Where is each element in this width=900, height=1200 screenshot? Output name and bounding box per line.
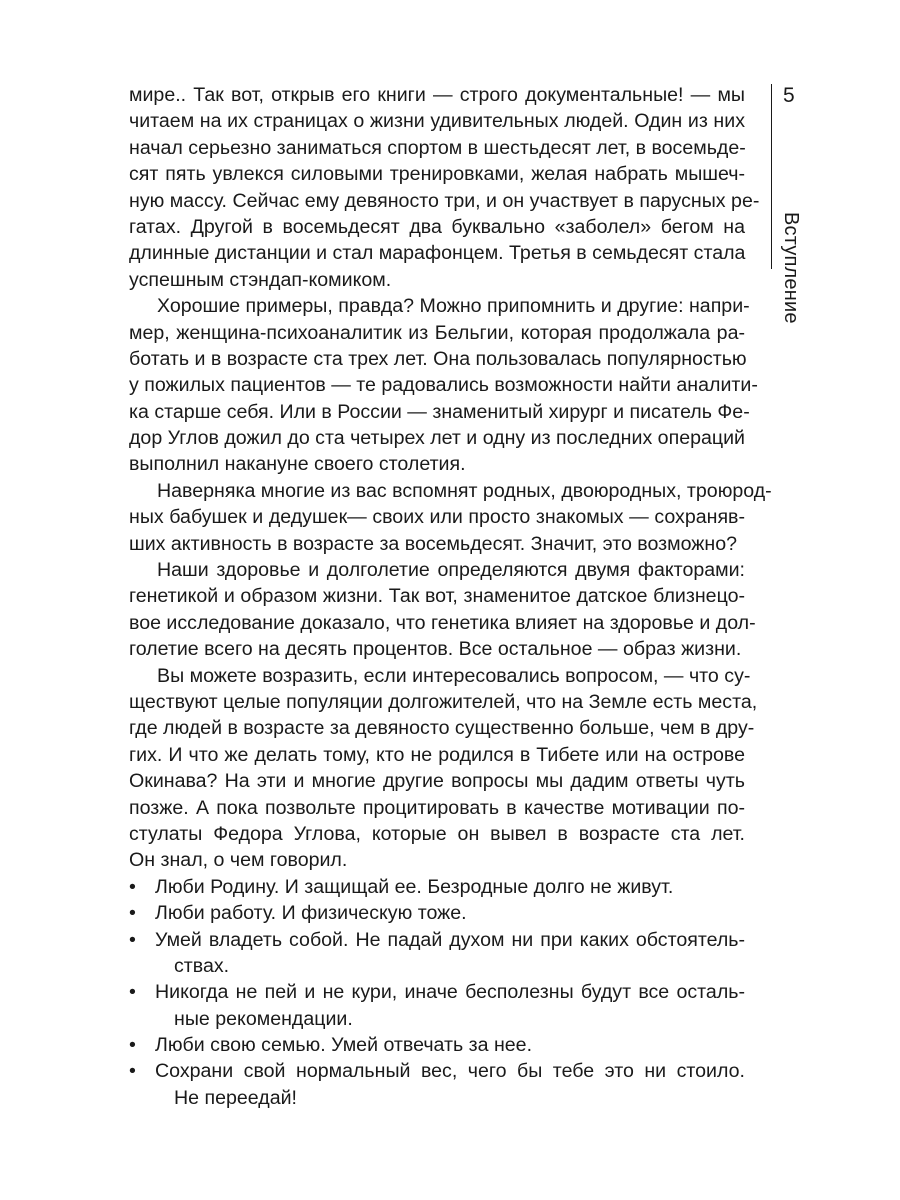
- list-item: [129, 979, 745, 1032]
- text-line: ную массу. Сейчас ему девяносто три, и он участвует в парусных ре-: [129, 189, 760, 212]
- paragraph: [129, 293, 758, 478]
- text-line: Он знал, о чем говорил.: [129, 849, 348, 872]
- text-line: Наши здоровье и долголетие определяются двумя факторами:: [157, 559, 745, 582]
- bullet-line: [129, 874, 745, 900]
- text-line: вое исследование доказало, что генетика влияет на здоровье и дол-: [129, 611, 756, 634]
- paragraph: [129, 478, 772, 557]
- text-line: Вы можете возразить, если интересовались вопросом, — что су-: [157, 664, 751, 687]
- bullet-icon: •: [129, 902, 136, 925]
- bullet-text: Люби работу. И физическую тоже.: [155, 902, 467, 925]
- header-rule: [771, 84, 772, 269]
- text-line: где людей в возрасте за девяносто существенно больше, чем в дру-: [129, 717, 755, 740]
- bullet-line: [129, 1058, 745, 1084]
- text-line: ших активность в возрасте за восемьдесят. Значит, это возможно?: [129, 532, 738, 555]
- text-line: успешным стэндап-комиком.: [129, 268, 392, 291]
- text-line: мире.. Так вот, открыв его книги — строго документальные! — мы: [129, 84, 745, 106]
- text-line: мер, женщина-психоаналитик из Бельгии, которая продолжала ра-: [129, 321, 745, 344]
- text-line: ных бабушек и дедушек— своих или просто знакомых — сохраняв-: [129, 506, 745, 529]
- text-line: позже. А пока позвольте процитировать в качестве мотивации по-: [129, 796, 745, 819]
- text-line: выполнил накануне своего столетия.: [129, 453, 466, 476]
- text-line: ботать и в возрасте ста трех лет. Она пользовалась популярностью: [129, 347, 747, 370]
- text-line: читаем на их страницах о жизни удивительных людей. Один из них: [129, 110, 745, 133]
- text-line: ществуют целые популяции долгожителей, что на Земле есть места,: [129, 690, 758, 713]
- bullet-line: [129, 900, 745, 926]
- list-item: [129, 927, 745, 980]
- paragraph: [129, 82, 760, 293]
- text-line: гатах. Другой в восемьдесят два буквально «заболел» бегом на: [129, 215, 745, 238]
- text-line: Окинава? На эти и многие другие вопросы мы дадим ответы чуть: [129, 770, 745, 793]
- text-line: Хорошие примеры, правда? Можно припомнить и другие: напри-: [157, 295, 750, 318]
- bullet-line: [129, 979, 745, 1005]
- text-line: генетикой и образом жизни. Так вот, знаменитое датское близнецо-: [129, 585, 745, 608]
- list-item: [129, 900, 745, 926]
- bullet-icon: •: [129, 1034, 136, 1057]
- text-line: Наверняка многие из вас вспомнят родных, двоюродных, троюрод-: [157, 479, 772, 502]
- bullet-text: Сохрани свой нормальный вес, чего бы тебе это ни стоило.: [155, 1060, 745, 1083]
- bullet-text: Никогда не пей и не кури, иначе бесполезны будут все осталь-: [155, 981, 745, 1004]
- bullet-line: [129, 1032, 745, 1058]
- bullet-list: [129, 874, 745, 1112]
- text-line: сят пять увлекся силовыми тренировками, желая набрать мышеч-: [129, 163, 745, 186]
- bullet-text: Люби свою семью. Умей отвечать за нее.: [155, 1034, 533, 1057]
- bullet-text: Люби Родину. И защищай ее. Безродные долго не живут.: [155, 875, 674, 898]
- text-line: ка старше себя. Или в России — знаменитый хирург и писатель Фе-: [129, 400, 750, 423]
- paragraph: [129, 663, 758, 874]
- paragraph: [129, 557, 756, 663]
- bullet-text: Умей владеть собой. Не падай духом ни при каких обстоятель-: [155, 928, 745, 951]
- list-item: [129, 1032, 745, 1058]
- bullet-icon: •: [129, 875, 136, 898]
- list-item: [129, 1058, 745, 1111]
- text-line: гих. И что же делать тому, кто не родился в Тибете или на острове: [129, 743, 745, 766]
- text-line: стулаты Федора Углова, которые он вывел в возрасте ста лет.: [129, 822, 745, 845]
- text-line: начал серьезно заниматься спортом в шестьдесят лет, в восемьде-: [129, 136, 746, 159]
- text-line: дор Углов дожил до ста четырех лет и одну из последних операций: [129, 427, 745, 450]
- list-item: [129, 874, 745, 900]
- text-line: голетие всего на десять процентов. Все остальное — образ жизни.: [129, 638, 742, 661]
- bullet-icon: •: [129, 1060, 136, 1083]
- body-text: [129, 82, 772, 1111]
- bullet-line: Не переедай!: [174, 1086, 297, 1109]
- text-line: длинные дистанции и стал марафонцем. Третья в семьдесят стала: [129, 242, 746, 265]
- bullet-line: [129, 927, 745, 953]
- page-number: 5: [783, 84, 795, 107]
- bullet-line: ные рекомендации.: [174, 1007, 353, 1030]
- text-line: у пожилых пациентов — те радовались возможности найти аналити-: [129, 374, 758, 397]
- running-head: Вступление: [780, 212, 802, 324]
- bullet-icon: •: [129, 928, 136, 951]
- bullet-icon: •: [129, 981, 136, 1004]
- bullet-line: ствах.: [174, 954, 230, 977]
